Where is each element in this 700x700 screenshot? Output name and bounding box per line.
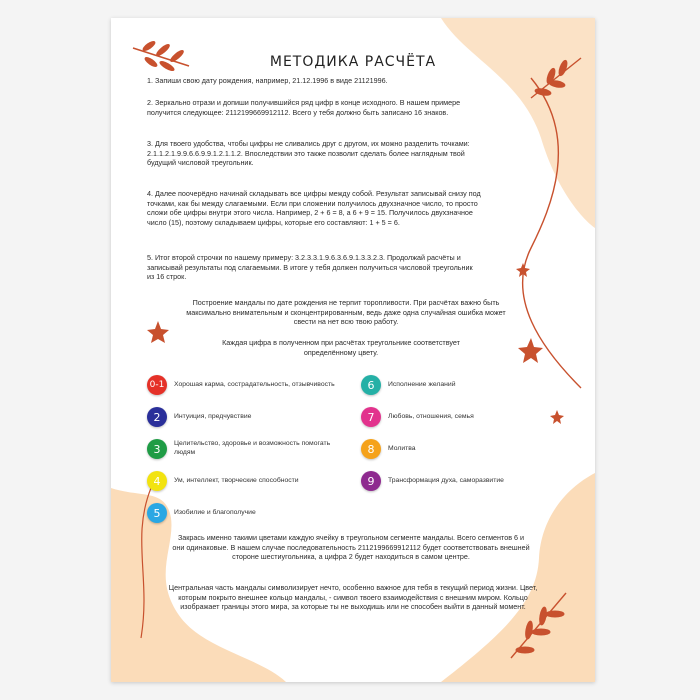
legend-item-6 — [361, 375, 558, 395]
step-5: 5. Итог второй строчки по нашему примеру: 3.2.3.3.1.9.6.3.6.9.1.3.3.2.3. Продолжай расчёты и записывай результаты под слагаемыми. В итоге у тебя должен получиться числовой треугольник из 16 строк. — [147, 253, 473, 282]
legend-label: Ум, интеллект, творческие способности — [174, 476, 299, 484]
step-4: 4. Далее поочерёдно начинай складывать все цифры между собой. Результат записывай снизу под точками, как бы между слагаемыми. Если при сложении получилось двухзначное число, то просто сложи обе цифры внутри этого числа. Например, 2 + 6 = 8, а 6 + 9 = 15. Получилось двухзначное число (15), поэтому складываем цифры, которые его составляют: 1 + 5 = 6. — [147, 189, 481, 227]
legend-label: Хорошая карма, сострадательность, отзывчивость — [174, 380, 335, 388]
color-circle-2: 2 — [147, 407, 167, 427]
closing-paragraph-1: Закрась именно такими цветами каждую ячейку в треугольном сегменте мандалы. Всего сегментов 6 и они одинаковые. В нашем случае последовательность 2112199669912112 будет соответствовать внешней стороне шестиугольника, а цифра 2 будет находиться в самом центре. — [172, 533, 530, 562]
legend-item-0-1 — [147, 375, 344, 395]
legend-label: Трансформация духа, саморазвитие — [388, 476, 504, 484]
step-1: 1. Запиши свою дату рождения, например, 21.12.1996 в виде 21121996. — [147, 76, 388, 85]
legend-item-2 — [147, 407, 344, 427]
color-circle-8: 8 — [361, 439, 381, 459]
legend-item-5 — [147, 503, 344, 523]
legend-item-7 — [361, 407, 558, 427]
legend-label: Целительство, здоровье и возможность помогать людям — [174, 440, 331, 456]
legend-label: Интуиция, предчувствие — [174, 412, 252, 420]
step-2: 2. Зеркально отрази и допиши получившийся ряд цифр в конце исходного. В нашем примере получится следующее: 2112199669912112. Всего у тебя должно быть записано 16 знаков. — [147, 98, 461, 117]
color-circle-9: 9 — [361, 471, 381, 491]
legend-intro: Каждая цифра в полученном при расчётах треугольнике соответствует определённому цвету. — [222, 338, 460, 357]
legend-item-9 — [361, 471, 558, 491]
legend-label: Любовь, отношения, семья — [388, 412, 474, 420]
legend-label: Исполнение желаний — [388, 380, 456, 388]
legend-label: Молитва — [388, 444, 416, 452]
warning-note: Построение мандалы по дате рождения не терпит торопливости. При расчётах важно быть максимально внимательным и сконцентрированным, ведь даже одна случайная ошибка может свести на нет всю твою работу. — [186, 298, 506, 327]
color-circle-6: 6 — [361, 375, 381, 395]
legend-label: Изобилие и благополучие — [174, 508, 256, 516]
legend-item-4 — [147, 471, 344, 491]
color-circle-5: 5 — [147, 503, 167, 523]
color-circle-0-1: 0-1 — [147, 375, 167, 395]
closing-paragraph-2: Центральная часть мандалы символизирует нечто, особенно важное для тебя в текущий период жизни. Цвет, которым покрыто внешнее кольцо мандалы, - символ твоего взаимодействия с внешним миром. Кольцо изображает границы этого мира, за которые ты не выходишь или не способен выйти в данный момент. — [168, 583, 538, 612]
step-3: 3. Для твоего удобства, чтобы цифры не сливались друг с другом, их можно разделить точками: 2.1.1.2.1.9.9.6.6.9.9.1.2.1.1.2. Впоследствии это также позволит сделать более наглядным твой будущий числовой треугольник. — [147, 139, 470, 168]
instruction-sheet — [111, 18, 595, 682]
page-title: МЕТОДИКА РАСЧЁТА — [269, 54, 437, 70]
color-circle-3: 3 — [147, 439, 167, 459]
legend-item-3 — [147, 439, 344, 459]
color-circle-7: 7 — [361, 407, 381, 427]
color-circle-4: 4 — [147, 471, 167, 491]
legend-item-8 — [361, 439, 558, 459]
